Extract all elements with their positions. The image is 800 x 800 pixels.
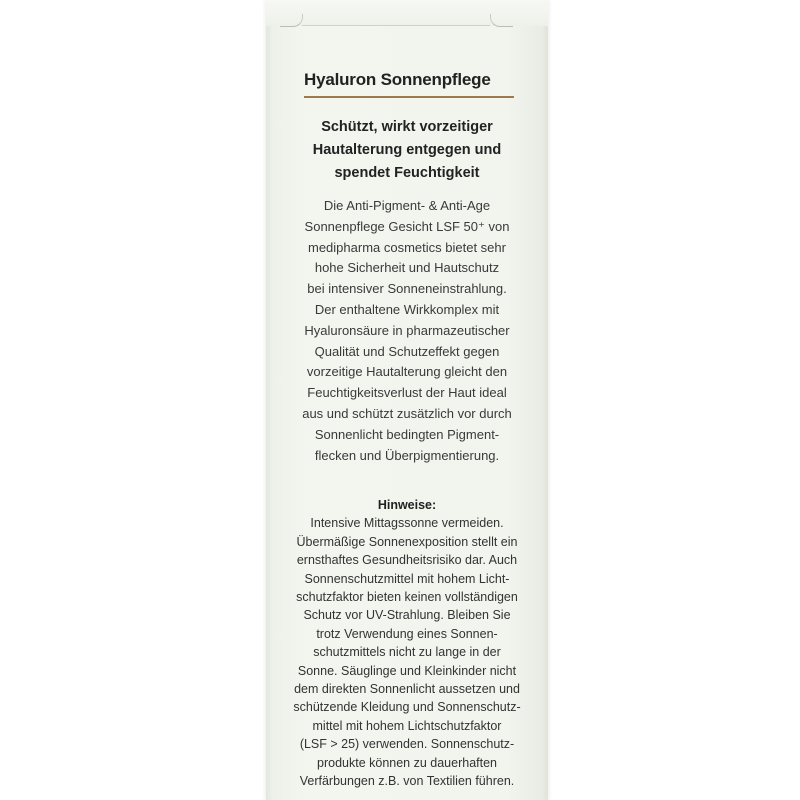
hints-text: Intensive Mittagssonne vermeiden. Übermäßige Sonnenexposition stellt ein ernsthaftes Gesundheitsrisiko dar. Auch Sonnenschutzmittel mit hohem Licht- schutzfaktor bieten keinen vollständigen Schutz vor UV-Strahlung. Bleiben Sie trotz Verwendung eines Sonnen- schutzmittels nicht zu lange in der Sonne. Säuglinge und Kleinkinder nicht dem direkten Sonnenlicht aussetzen und schützende Kleidung und Sonnenschutz- mittel mit hohem Lichtschutzfaktor (LSF > 25) verwenden. Sonnenschutz- produkte können zu dauerhaften Verfärbungen z.B. von Textilien führen. bbox=[293, 516, 521, 789]
tuck-fold-line bbox=[302, 25, 490, 26]
hints-heading: Hinweise: bbox=[377, 498, 437, 513]
title-divider bbox=[304, 96, 514, 98]
product-description: Die Anti-Pigment- & Anti-Age Sonnenpflege Gesicht LSF 50⁺ von medipharma cosmetics bietet sehr hohe Sicherheit und Hautschutz bei intensiver Sonneneinstrahlung. Der enthaltene Wirkkomplex mit Hyaluronsäure in pharmazeutischer Qualität und Schutzeffekt gegen vorzeitige Hautalterung gleicht den Feuchtigkeitsverlust der Haut ideal aus und schützt zusätzlich vor durch Sonnenlicht bedingten Pigment- flecken und Überpigmentierung. bbox=[302, 198, 512, 463]
product-subtitle: Schützt, wirkt vorzeitiger Hautalterung entgegen und spendet Feuchtigkeit bbox=[312, 119, 502, 181]
box-text-content bbox=[282, 70, 532, 790]
tuck-notch-right bbox=[490, 14, 513, 27]
product-title: Hyaluron Sonnenpflege bbox=[304, 70, 491, 89]
